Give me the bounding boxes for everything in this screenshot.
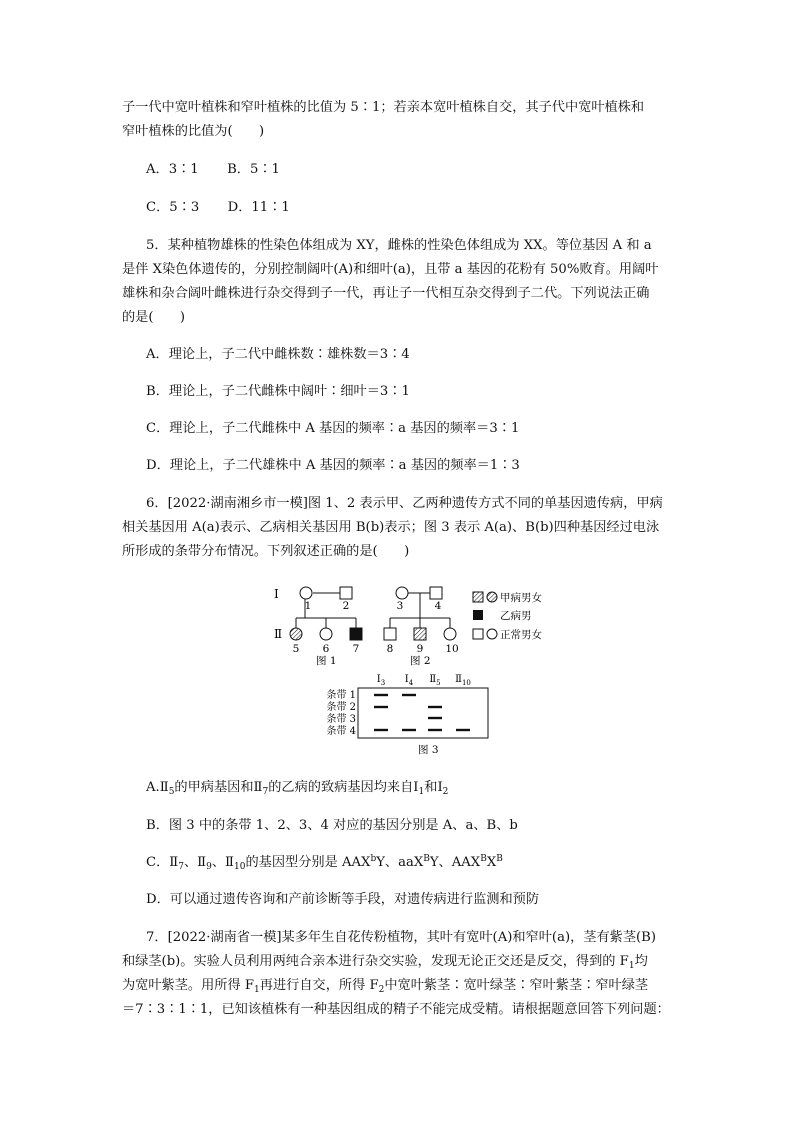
q4-options-row2: [146, 196, 686, 220]
id-6: 6: [322, 643, 330, 655]
option-b-label: B．: [227, 162, 250, 177]
id-1: 1: [304, 600, 312, 612]
band-label-4: 条带 4: [326, 726, 356, 737]
id-2: 2: [342, 600, 350, 612]
q6-option-a: $A.Ⅱ_5$的甲病基因和$Ⅱ_7$的乙病的致病基因均来自$Ⅰ_1$和$Ⅰ_2$: [146, 780, 449, 797]
generation-1-label: Ⅰ: [274, 587, 279, 601]
generation-2-label: Ⅱ: [274, 627, 283, 641]
q5-option-a: A．理论上，子二代中雌株数∶雄株数＝3∶4: [146, 347, 410, 362]
id-8: 8: [386, 643, 394, 655]
individual-1-female-normal: [300, 587, 312, 599]
q5-line4: 的是( ): [122, 310, 186, 325]
q5-line2: 是伴 X染色体遗传的，分别控制阔叶(A)和细叶(a)，且带 a 基因的花粉有 50%败育。用阔叶: [122, 262, 659, 277]
individual-5-female-affected-a: [290, 628, 302, 640]
q5-option-b: B．理论上，子二代雌株中阔叶∶细叶＝3∶1: [146, 384, 410, 399]
individual-2-male-normal: [340, 587, 352, 599]
fig3-caption: 图 3: [418, 744, 439, 756]
id-4: 4: [434, 600, 442, 612]
q5-number: 5．: [146, 238, 168, 253]
q6-line1: [146, 492, 686, 516]
q7-line1: 7．[2022·湖南省一模]某多年生自花传粉植物，其叶有宽叶(A)和窄叶(a)，茎有紫茎(B): [146, 930, 657, 945]
q4-options-row1: [146, 158, 686, 182]
legend-text-2: 乙病男: [500, 610, 532, 622]
band-label-1: 条带 1: [326, 690, 356, 701]
q6-line2: 相关基因用 A(a)表示、乙病相关基因用 B(b)表示；图 3 表示 A(a)、B(b)四种基因经过电泳: [122, 520, 660, 535]
gel-col-4: $Ⅱ_{10}$: [455, 674, 471, 687]
id-5: 5: [292, 643, 300, 655]
pedigree-figure: [268, 578, 584, 756]
individual-8-male-normal: [384, 628, 396, 640]
legend-hatched-circle: [487, 592, 497, 602]
q5-line1: [146, 234, 686, 258]
band-label-3: 条带 3: [326, 714, 356, 725]
option-b-value: 5∶1: [249, 162, 280, 177]
q5-line3: 雄株和杂合阔叶雌株进行杂交得到子一代，再让子一代相互杂交得到子二代。下列说法正确: [122, 286, 650, 301]
q4-text-line1: 子一代中宽叶植株和窄叶植株的比值为 5∶1；若亲本宽叶植株自交，其子代中宽叶植株和: [122, 100, 645, 115]
id-3: 3: [396, 600, 404, 612]
individual-3-female-normal: [396, 587, 408, 599]
gel-col-2: $Ⅰ_4$: [404, 674, 414, 687]
q6-line3: 所形成的条带分布情况。下列叙述正确的是( ): [122, 544, 410, 559]
legend-hatched-square: [473, 592, 483, 602]
individual-10-female-normal: [444, 628, 456, 640]
legend-text-1: 甲病男女: [500, 592, 542, 604]
individual-4-male-normal: [430, 587, 442, 599]
option-a-label: A．: [146, 162, 169, 177]
id-7: 7: [352, 643, 360, 655]
q6-text: [2022·湖南湘乡市一模]图 1、2 表示甲、乙两种遗传方式不同的单基因遗传病，甲病: [167, 496, 663, 511]
q6-number: 6．: [146, 496, 168, 511]
fig1-caption: 图 1: [316, 655, 337, 667]
option-c-label: C．: [146, 200, 170, 215]
option-d-label: D．: [227, 200, 252, 215]
q5-option-c: C．理论上，子二代雌株中 A 基因的频率∶a 基因的频率＝3∶1: [146, 421, 520, 436]
pedigree-svg: [268, 578, 584, 756]
q7-line3: 为宽叶紫茎。用所得 $F_1$再进行自交，所得 $F_2$中宽叶紫茎∶宽叶绿茎∶窄叶紫茎∶窄叶绿茎: [122, 978, 649, 995]
individual-7-male-affected-b: [350, 628, 362, 640]
q7-line4: ＝7∶3∶1∶1，已知该植株有一种基因组成的精子不能完成受精。请根据题意回答下列问题：: [122, 1002, 670, 1017]
q6-option-c: C．$Ⅱ_7$、$Ⅱ_9$、$Ⅱ_{10}$的基因型分别是 AAX$^b$Y、aaX$^B$Y、$AAX^BX^B$: [146, 854, 503, 872]
option-a-value: 3∶1: [168, 162, 199, 177]
legend-open-square: [473, 629, 483, 639]
band-label-2: 条带 2: [326, 702, 356, 713]
legend-text-3: 正常男女: [500, 629, 542, 641]
q4-text-line2: 窄叶植株的比值为( ): [122, 124, 265, 139]
option-c-value: 5∶3: [169, 200, 200, 215]
legend-black-square: [473, 610, 483, 620]
q5-text: 某种植物雄株的性染色体组成为 XY，雌株的性染色体组成为 XX。等位基因 A 和 a: [167, 238, 652, 253]
q6-option-d: D．可以通过遗传咨询和产前诊断等手段，对遗传病进行监测和预防: [146, 892, 540, 907]
gel-col-1: $Ⅰ_3$: [376, 674, 386, 687]
legend-open-circle: [487, 629, 497, 639]
id-9: 9: [416, 643, 424, 655]
option-d-value: 11∶1: [251, 200, 290, 215]
individual-9-male-affected-a: [414, 628, 426, 640]
q7-line2: 和绿茎(b)。实验人员利用两纯合亲本进行杂交实验，发现无论正交还是反交，得到的 $F_1$均: [122, 954, 648, 971]
q5-option-d: D．理论上，子二代雄株中 A 基因的频率∶a 基因的频率＝1∶3: [146, 458, 520, 473]
gel-col-3: $Ⅱ_5$: [429, 674, 441, 687]
id-10: 10: [445, 643, 459, 655]
individual-6-female-normal: [320, 628, 332, 640]
fig2-caption: 图 2: [410, 655, 431, 667]
q6-option-b: B．图 3 中的条带 1、2、3、4 对应的基因分别是 A、a、B、b: [146, 818, 518, 833]
